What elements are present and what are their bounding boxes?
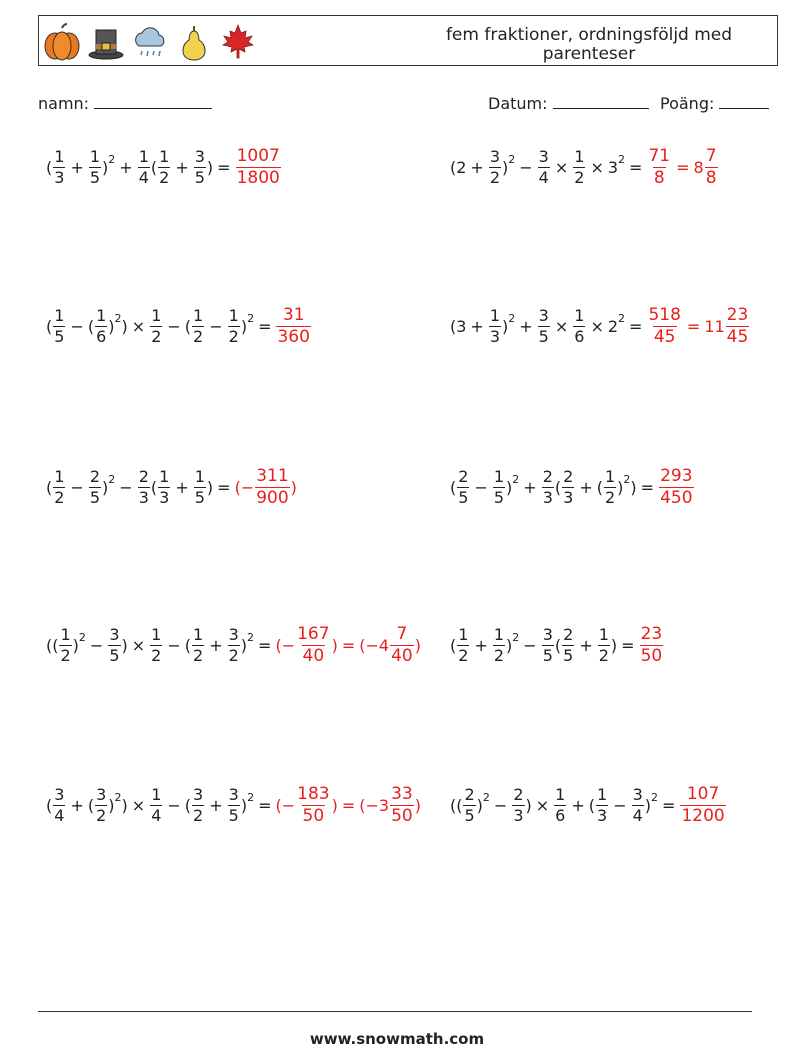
score-label: Poäng: — [660, 94, 715, 113]
rain-cloud-icon — [131, 22, 169, 62]
problem-7: (( $\frac{1}{2}$ ) 2 − $\frac{3}{5}$ ) × $\frac{1}{2}$ − ( $\frac{1}{2}$ + $\frac{3}{2}$ ) 2 = (− $\frac{167}{40}$ ) = (− 4 $\frac{7}{40}$ ) — [46, 624, 421, 666]
pear-icon — [175, 22, 213, 62]
name-label: namn: — [38, 94, 90, 113]
problem-3: ( $\frac{1}{5}$ − ( $\frac{1}{6}$ ) 2 ) × $\frac{1}{2}$ − ( $\frac{1}{2}$ − $\frac{1}{2}$ ) 2 = $\frac{31}{360}$ — [46, 305, 310, 347]
pilgrim-hat-icon — [87, 22, 125, 62]
name-field[interactable] — [38, 94, 212, 113]
problem-2: (2 + $\frac{3}{2}$ ) 2 − $\frac{3}{4}$ × $\frac{1}{2}$ × 3 2 = $\frac{71}{8}$ = 8 $\frac{7}{8}$ — [450, 146, 717, 188]
problem-4: (3 + $\frac{1}{3}$ ) 2 + $\frac{3}{5}$ × $\frac{1}{6}$ × 2 2 = $\frac{518}{45}$ = 11 $\frac{23}{45}$ — [450, 305, 749, 347]
problem-8: ( $\frac{1}{2}$ + $\frac{1}{2}$ ) 2 − $\frac{3}{5}$ ( $\frac{2}{5}$ + $\frac{1}{2}$ ) = $\frac{23}{50}$ — [450, 624, 663, 666]
answer-3: $\frac{31}{360}$ — [277, 305, 310, 347]
score-field[interactable] — [660, 94, 769, 113]
problem-10: (( $\frac{2}{5}$ ) 2 − $\frac{2}{3}$ ) × $\frac{1}{6}$ + ( $\frac{1}{3}$ − $\frac{3}{4}$ ) 2 = $\frac{107}{1200}$ — [450, 784, 725, 826]
answer-6: $\frac{293}{450}$ — [660, 466, 693, 508]
answer-8: $\frac{23}{50}$ — [640, 624, 663, 666]
footer-url[interactable]: www.snowmath.com — [309, 1030, 485, 1048]
worksheet-title: fem fraktioner, ordningsföljd med parenteser — [445, 25, 733, 64]
date-blank[interactable] — [553, 94, 649, 109]
pumpkin-icon — [43, 22, 81, 62]
answer-1: $\frac{1007}{1800}$ — [236, 146, 280, 188]
problem-5: ( $\frac{1}{2}$ − $\frac{2}{5}$ ) 2 − $\frac{2}{3}$ ( $\frac{1}{3}$ + $\frac{1}{5}$ ) = (− $\frac{311}{900}$ ) — [46, 466, 297, 508]
score-blank[interactable] — [719, 94, 769, 109]
icon-strip — [43, 22, 257, 62]
answer-5: (− $\frac{311}{900}$ ) — [234, 466, 297, 508]
name-blank[interactable] — [94, 94, 212, 109]
answer-10: $\frac{107}{1200}$ — [681, 784, 725, 826]
footer-divider — [38, 1011, 752, 1012]
answer-2: $\frac{71}{8}$ = 8 $\frac{7}{8}$ — [648, 146, 717, 188]
maple-leaf-icon — [219, 22, 257, 62]
date-label: Datum: — [488, 94, 548, 113]
answer-7: (− $\frac{167}{40}$ ) = (− 4 $\frac{7}{40}$ ) — [275, 624, 421, 666]
answer-9: (− $\frac{183}{50}$ ) = (− 3 $\frac{33}{50}$ ) — [275, 784, 421, 826]
problem-9: ( $\frac{3}{4}$ + ( $\frac{3}{2}$ ) 2 ) × $\frac{1}{4}$ − ( $\frac{3}{2}$ + $\frac{3}{5}$ ) 2 = (− $\frac{183}{50}$ ) = (− 3 $\frac{33}{50}$ ) — [46, 784, 421, 826]
worksheet-header — [38, 15, 778, 66]
answer-4: $\frac{518}{45}$ = 11 $\frac{23}{45}$ — [648, 305, 749, 347]
date-field[interactable] — [488, 94, 649, 113]
problem-6: ( $\frac{2}{5}$ − $\frac{1}{5}$ ) 2 + $\frac{2}{3}$ ( $\frac{2}{3}$ + ( $\frac{1}{2}$ ) 2 ) = $\frac{293}{450}$ — [450, 466, 693, 508]
problem-1: ( $\frac{1}{3}$ + $\frac{1}{5}$ ) 2 + $\frac{1}{4}$ ( $\frac{1}{2}$ + $\frac{3}{5}$ ) = $\frac{1007}{1800}$ — [46, 146, 280, 188]
